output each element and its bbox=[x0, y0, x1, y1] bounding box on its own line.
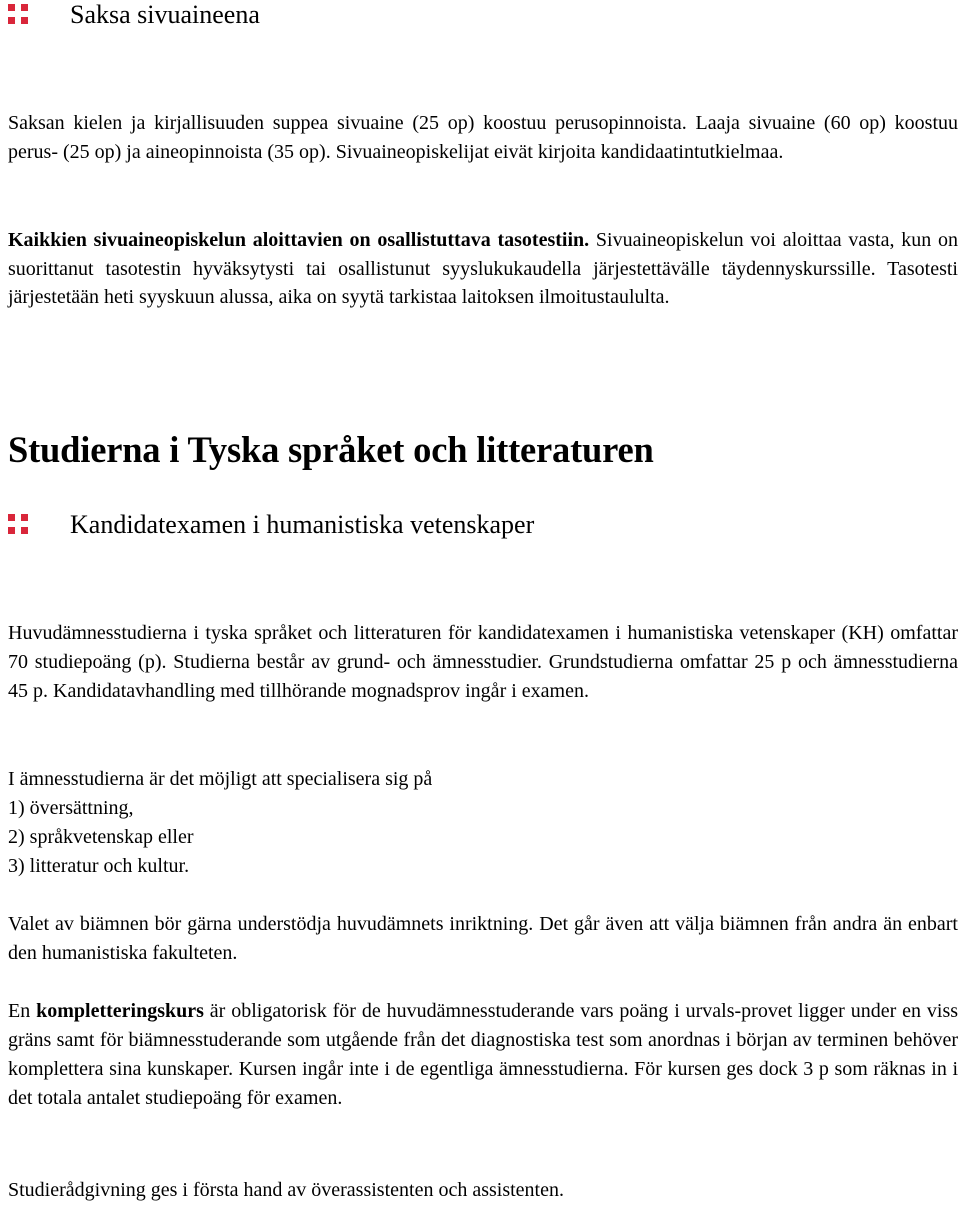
tasotesti-details: Sivuaineopiskelun voi aloittaa vasta, kun on suorittanut tasotestin hyväksytysti tai osallistunut syyslukukaudella järjestettävälle täydennyskurssille. Tasotesti järjestetään heti syyskuun alussa, aika on syytä tarkistaa laitoksen ilmoitustaululta. bbox=[8, 229, 958, 308]
section-heading-kandidatexamen: Kandidatexamen i humanistiska vetenskaper bbox=[70, 510, 535, 539]
paragraph-studieradgivning: Studierådgivning ges i första hand av överassistenten och assistenten. bbox=[8, 1179, 564, 1201]
main-heading: Studierna i Tyska språket och litteraturen bbox=[8, 429, 654, 470]
red-square-bullet-icon bbox=[8, 4, 28, 24]
list-item: 1) översättning, bbox=[8, 797, 134, 819]
paragraph-kompletteringskurs bbox=[8, 997, 958, 1113]
red-square-bullet-icon bbox=[8, 514, 28, 534]
text-segment: En bbox=[8, 1000, 37, 1022]
paragraph-sivuaine-intro: Saksan kielen ja kirjallisuuden suppea sivuaine (25 op) koostuu perusopinnoista. Laaja sivuaine (60 op) koostuu perus- (25 op) ja aineopinnoista (35 op). Sivuaineopiskelijat eivät kirjoita kandidaatintutkielmaa. bbox=[8, 112, 958, 163]
paragraph-huvudamnesstudier: Huvudämnesstudierna i tyska språket och litteraturen för kandidatexamen i humanistiska vetenskaper (KH) omfattar 70 studiepoäng (p). Studierna består av grund- och ämnesstudier. Grundstudierna omfattar 25 p och ämnesstudierna 45 p. Kandidatavhandling med tillhörande mognadsprov ingår i examen. bbox=[8, 622, 958, 702]
text-segment: är obligatorisk för de huvudämnesstuderande vars poäng i urvals-provet ligger under en viss gräns samt för biämnesstuderande som utgående från det diagnostiska test som anordnas i början av terminen behöver komplettera sina kunskaper. Kursen ingår inte i de egentliga ämnesstudierna. För kursen ges dock 3 p som räknas in i det totala antalet studiepoäng för examen. bbox=[8, 1000, 959, 1109]
paragraph-biamnen: Valet av biämnen bör gärna understödja huvudämnets inriktning. Det går även att välja biämnen från andra än enbart den humanistiska fakulteten. bbox=[8, 913, 958, 964]
list-item: 3) litteratur och kultur. bbox=[8, 855, 190, 877]
bold-kompletteringskurs: kompletteringskurs bbox=[36, 1000, 204, 1022]
bold-tasotesti-requirement: Kaikkien sivuaineopiskelun aloittavien on osallistuttava tasotestiin. bbox=[8, 229, 590, 251]
specialization-list bbox=[8, 765, 958, 881]
list-item: 2) språkvetenskap eller bbox=[8, 826, 194, 848]
section-heading-saksa: Saksa sivuaineena bbox=[70, 0, 260, 29]
paragraph-tasotesti bbox=[8, 226, 958, 312]
specialization-intro: I ämnesstudierna är det möjligt att specialisera sig på bbox=[8, 768, 433, 790]
